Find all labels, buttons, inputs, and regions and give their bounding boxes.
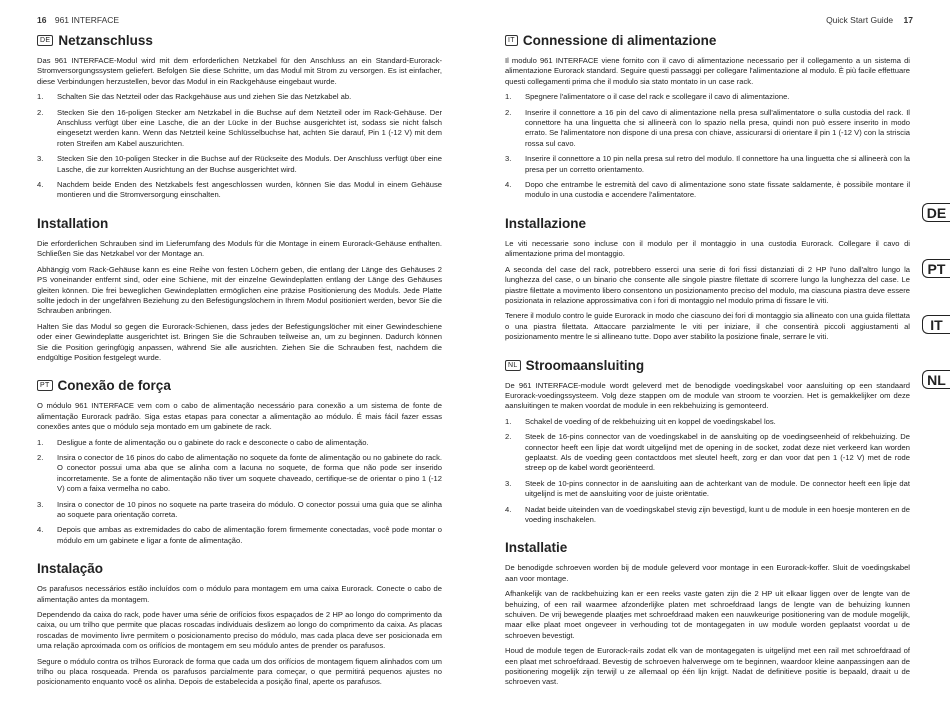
step-number: 3. [37,154,44,164]
heading-text: Stroomaansluiting [525,357,645,373]
list-item [505,108,910,150]
step-text: Nadat beide uiteinden van de voedingskabel stevig zijn bevestigd, kunt u de module in een hoesje monteren en de voeding inschakelen. [525,504,910,524]
section-de-power [37,33,442,201]
steps-list [37,438,442,547]
paragraph: Le viti necessarie sono incluse con il modulo per il montaggio in una custodia Eurorack. Collegare il cavo di alimentazione prima del montaggio. [505,238,910,259]
steps-list [37,92,442,201]
section-heading: Instalação [37,561,104,577]
paragraph: A seconda del case del rack, potrebbero esserci una serie di fori fissi distanziati di 2 HP l'uno dall'altro lungo la lunghezza del case, o un binario che consente alle singole piastre filettate di scorrere lungo la lunghezza del case. Le piastre filettate a movimento libero consentono un posizionamento preciso del modulo, ma ciascuna piastra deve essere posizionata in relazione approssimativa con i fori di montaggio nel modulo prima di fissare le viti. [505,264,910,305]
intro-paragraph: O módulo 961 INTERFACE vem com o cabo de alimentação necessário para conexão a um sistema de fonte de alimentação Eurorack padrão. Siga estas etapas para conectar a alimentação ao módulo. É mais fácil fazer essas conexões antes que o módulo seja montado em um gabinete de rack. [37,401,442,432]
intro-paragraph: Das 961 INTERFACE-Modul wird mit dem erforderlichen Netzkabel für den Anschluss an ein Standard-Eurorack-Stromversorgungssystem geliefert. Befolgen Sie diese Schritte, um das Modul mit Strom zu versorgen. Es ist einfacher, diese Verbindungen herzustellen, bevor das Modul in ein Rackgehäuse eingebaut wurde. [37,56,442,86]
paragraph: Abhängig vom Rack-Gehäuse kann es eine Reihe von festen Löchern geben, die entlang der Länge des Gehäuses 2 PS voneinander entfernt sind, oder eine Schiene, mit der einzelne Gewindeplatten entlang der Länge des Gehäuses gleiten können. Die frei beweglichen Gewindeplatten ermöglichen eine präzise Positionierung des Moduls. Jede Platte sollte jedoch in der ungefähren Beziehung zu den Befestigungslöchern in Ihrem Modul positioniert werden, bevor Sie die Schrauben anbringen. [37,264,442,316]
step-number: 4. [37,525,44,535]
language-tab-it[interactable]: IT [922,315,950,334]
language-tag: DE [37,35,53,46]
step-text: Inserire il connettore a 10 pin nella presa sul retro del modulo. Il connettore ha una linguetta che si allineerà con la presa per un corretto orientamento. [525,154,910,174]
steps-list [505,92,910,201]
paragraph: Dependendo da caixa do rack, pode haver uma série de orifícios fixos espaçados de 2 HP ao longo do comprimento da caixa, ou um trilho que permite que placas roscadas individuais deslizem ao longo do comprimento da caixa. As placas roscadas de movimento livre permitem o posicionamento preciso do módulo, mas cada placa deve ser posicionada em uma relação aproximada com os orifícios de montagem em seu módulo antes de prender os parafusos. [37,610,442,651]
step-text: Insira o conector de 10 pinos no soquete na parte traseira do módulo. O conector possui uma guia que se alinha ao soquete para orientação correta. [57,499,442,519]
list-item [505,417,910,427]
paragraph: Segure o módulo contra os trilhos Eurorack de forma que cada um dos orifícios de montagem fiquem alinhados com um trilho ou placa rosqueada. Prenda os parafusos parcialmente para começar, o que permitirá pequenos ajustes no posicionamento enquanto você os alinha. Depois de estabelecida a posição final, aperte os parafusos. [37,656,442,687]
left-page-header [37,15,119,25]
left-column [37,33,442,693]
section-heading [505,33,910,48]
step-text: Inserire il connettore a 16 pin del cavo di alimentazione nella presa sull'alimentatore o sulla custodia del rack. Il connettore ha una linguetta che si allineerà con lo spazio nella presa, quindi non può essere inserito in modo errato. Se l'alimentatore non dispone di una presa con chiave, assicurarsi di orientare il pin 1 (-12 V) con la striscia rossa sul cavo. [525,107,910,148]
step-number: 4. [505,504,512,514]
paragraph: De benodigde schroeven worden bij de module geleverd voor montage in een Eurorack-koffer. Sluit de voedingskabel aan voor montage. [505,563,910,583]
intro-paragraph: De 961 INTERFACE-module wordt geleverd met de benodigde voedingskabel voor aansluiting op een standaard Eurorack-voedingssysteem. Volg deze stappen om de module van stroom te voorzien. Het is gemakkelijker om deze aansluitingen te maken voordat de module in een rekbehuizing is gemonteerd. [505,380,910,411]
step-number: 2. [37,107,44,117]
right-page-number: 17 [903,15,913,25]
step-number: 3. [505,478,512,488]
list-item [37,525,442,546]
list-item [505,479,910,500]
language-tag: NL [505,360,521,371]
list-item [505,432,910,474]
right-column [505,33,910,693]
language-tag: PT [37,380,53,391]
section-heading: Installation [37,215,109,231]
section-pt-power [37,378,442,546]
section-heading: Installatie [505,540,568,556]
language-tab-nl[interactable]: NL [922,370,950,389]
step-number: 1. [505,416,512,426]
section-de-installation [37,216,442,363]
step-number: 4. [505,180,512,190]
heading-text: Connessione di alimentazione [522,33,717,48]
step-number: 4. [37,180,44,190]
left-header-title: 961 INTERFACE [54,15,120,25]
step-text: Schalten Sie das Netzteil oder das Rackgehäuse aus und ziehen Sie das Netzkabel ab. [57,92,352,102]
list-item [37,92,442,102]
list-item [37,500,442,521]
intro-paragraph: Il modulo 961 INTERFACE viene fornito con il cavo di alimentazione necessario per il collegamento a un sistema di alimentazione Eurorack standard. Seguire questi passaggi per collegare l'alimentazione al modulo. È più facile effettuare questi collegamenti prima che il modulo sia stato montato in un case rack. [505,56,910,86]
section-heading [505,358,910,373]
language-tab-de[interactable]: DE [922,203,950,222]
language-tag: IT [505,35,518,46]
step-text: Nachdem beide Enden des Netzkabels fest angeschlossen wurden, können Sie das Modul in einem Gehäuse montieren und die Stromversorgung einschalten. [57,180,442,200]
step-text: Desligue a fonte de alimentação ou o gabinete do rack e desconecte o cabo de alimentação. [57,437,369,447]
list-item [37,154,442,175]
right-header-title: Quick Start Guide [826,15,894,25]
step-text: Depois que ambas as extremidades do cabo de alimentação forem firmemente conectadas, você pode montar o módulo em um gabinete e ligar a fonte de alimentação. [57,525,442,545]
paragraph: Os parafusos necessários estão incluídos com o módulo para montagem em uma caixa Eurorack. Conecte o cabo de alimentação antes da montagem. [37,584,442,604]
step-number: 3. [37,499,44,509]
step-number: 2. [505,432,512,442]
paragraph: Afhankelijk van de rackbehuizing kan er een reeks vaste gaten zijn die 2 HP uit elkaar liggen over de lengte van de behuizing, of een rail waarmee afzonderlijke platen met schroefdraad langs de lengte van de behuizing kunnen schuiven. De vrij bewegende plaatjes met schroefdraad maken een nauwkeurige positionering van de module mogelijk, maar elke plaat moet ongeveer in verhouding tot de montagegaten in uw module worden geplaatst voordat u de schroeven bevestigt. [505,589,910,640]
paragraph: Tenere il modulo contro le guide Eurorack in modo che ciascuno dei fori di montaggio sia allineato con una guida filettata o una piastra filettata. Attaccare parzialmente le viti per iniziare, il che consentirà piccoli aggiustamenti al posizionamento mentre le si allineano tutte. Dopo aver stabilito la posizione finale, serrare le viti. [505,311,910,342]
list-item [505,505,910,526]
step-text: Spegnere l'alimentatore o il case del rack e scollegare il cavo di alimentazione. [525,92,790,102]
list-item [37,108,442,150]
list-item [37,438,442,448]
section-nl-power [505,358,910,526]
section-heading: Installazione [505,215,587,231]
paragraph: Halten Sie das Modul so gegen die Eurorack-Schienen, dass jedes der Befestigungslöcher mit einer Gewindeschiene oder einer Gewindeplatte ausgerichtet ist. Bringen Sie die Schrauben teilweise an, um zu beginnen. Dadurch können Sie die Position geringfügig anpassen, während Sie alle ausrichten. Ziehen Sie die Schrauben fest, nachdem die endgültige Position festgelegt wurde. [37,321,442,362]
step-text: Dopo che entrambe le estremità del cavo di alimentazione sono state fissate saldamente, è possibile montare il modulo in una custodia e accendere l'alimentatore. [525,180,910,200]
paragraph: Die erforderlichen Schrauben sind im Lieferumfang des Moduls für die Montage in einem Eurorack-Gehäuse enthalten. Schließen Sie das Netzkabel vor der Montage an. [37,238,442,259]
steps-list [505,417,910,526]
list-item [505,154,910,175]
step-number: 1. [37,437,44,447]
list-item [37,180,442,201]
step-number: 2. [505,107,512,117]
list-item [505,180,910,201]
step-number: 2. [37,452,44,462]
step-text: Steek de 10-pins connector in de aansluiting aan de achterkant van de module. De connector heeft een lipje dat uitgelijnd is met de aansluiting voor de juiste oriëntatie. [525,478,910,499]
paragraph: Houd de module tegen de Eurorack-rails zodat elk van de montagegaten is uitgelijnd met een rail met schroefdraad of een plaat met schroefdraad. Bevestig de schroeven halverwege om te beginnen, waardoor kleine aanpassingen aan de positionering mogelijk zijn terwijl u ze allemaal op één lijn krijgt. Nadat de definitieve positie is bepaald, draait u de schroeven vast. [505,646,910,687]
list-item [505,92,910,102]
section-heading [37,378,442,393]
heading-text: Conexão de força [57,378,171,394]
left-page-number: 16 [37,15,47,25]
step-text: Steek de 16-pins connector van de voedingskabel in de aansluiting op de voedingseenheid of rekbehuizing. De connector heeft een lipje dat wordt uitgelijnd met de opening in de socket, zodat deze niet verkeerd kan worden geplaatst. Als de voeding geen contactdoos met sleutel heeft, zorg er dan voor dat pen 1 (-12 V) met de rode streep op de kabel wordt georiënteerd. [525,432,910,473]
step-number: 1. [37,92,44,102]
step-text: Schakel de voeding of de rekbehuizing uit en koppel de voedingskabel los. [525,416,776,426]
section-heading [37,33,442,48]
step-text: Stecken Sie den 10-poligen Stecker in die Buchse auf der Rückseite des Moduls. Der Anschluss verfügt über eine Lasche, die zur korrekten Ausrichtung an der Buchse ausgerichtet wird. [57,154,442,174]
section-nl-installation [505,540,910,687]
right-page-header [826,15,913,25]
language-tab-pt[interactable]: PT [922,259,950,278]
step-number: 3. [505,154,512,164]
step-text: Stecken Sie den 16-poligen Stecker am Netzkabel in die Buchse auf dem Netzteil oder im Rack-Gehäuse. Der Anschluss verfügt über eine Lasche, die an der Lücke in der Buchse ausgerichtet ist, sodass sie nicht falsch eingesetzt werden kann. Wenn das Netzteil keine Schlüsselbuchse hat, achten Sie darauf, Pin 1 (-12 V) mit dem roten Streifen am Kabel auszurichten. [57,107,442,148]
section-it-installation [505,216,910,343]
list-item [37,453,442,495]
step-number: 1. [505,92,512,102]
step-text: Insira o conector de 16 pinos do cabo de alimentação no soquete da fonte de alimentação ou no gabinete do rack. O conector possui uma aba que se alinha com a lacuna no soquete, de forma que não pode ser inserido incorretamente. Se a fonte de alimentação não tiver um soquete chaveado, certifique-se de orientar o pino 1 (-12 V) com a faixa vermelha no cabo. [57,452,442,494]
section-it-power [505,33,910,201]
section-pt-installation [37,561,442,688]
heading-text: Netzanschluss [58,33,153,48]
